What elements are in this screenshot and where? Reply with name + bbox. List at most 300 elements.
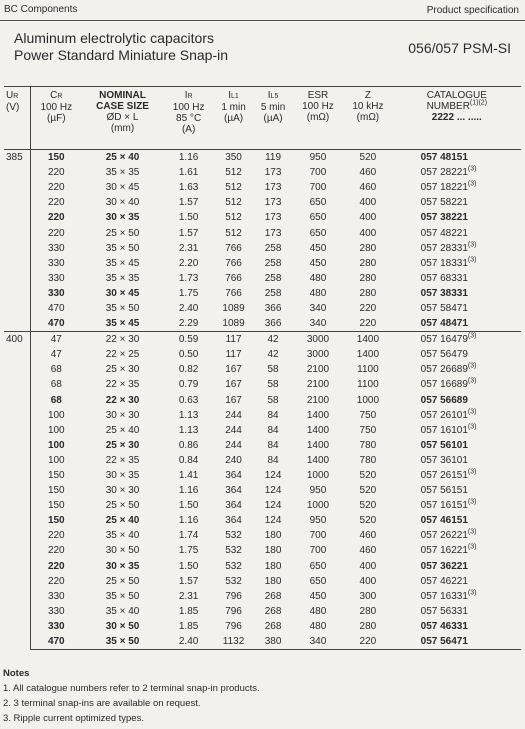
catalogue-number: 057 16479 xyxy=(420,334,468,346)
col-cr-header: CR 100 Hz (µF) xyxy=(31,87,82,150)
z-cell: 1000 xyxy=(356,394,380,406)
size-cell: 30 × 50 xyxy=(105,620,140,632)
ir-cell: 1.50 xyxy=(178,560,199,572)
catalogue-note-ref: (3) xyxy=(467,423,477,431)
size-cell: 35 × 40 xyxy=(105,605,140,617)
size-cell: 25 × 40 xyxy=(105,152,140,164)
cr-cell: 150 xyxy=(47,485,65,497)
size-cell: 35 × 45 xyxy=(105,318,140,330)
catalogue-number: 057 38331 xyxy=(420,287,468,299)
table-row xyxy=(4,423,521,438)
z-cell: 520 xyxy=(359,470,377,482)
size-cell: 22 × 30 xyxy=(82,332,164,348)
il5-cell: 180 xyxy=(264,545,282,557)
catalogue-note-ref: (3) xyxy=(467,241,477,249)
ir-cell: 1.13 xyxy=(178,424,199,436)
il5-cell: 84 xyxy=(267,424,279,436)
table-row xyxy=(4,256,521,271)
il1-cell: 167 xyxy=(225,379,242,391)
size-cell: 30 × 50 xyxy=(105,545,140,557)
il1-cell: 244 xyxy=(225,439,242,451)
catalogue-number: 057 58221 xyxy=(420,197,468,209)
ir-cell: 0.82 xyxy=(178,364,199,376)
cr-cell: 220 xyxy=(47,227,65,239)
table-row xyxy=(4,362,521,377)
header-divider xyxy=(0,20,525,21)
il5-cell: 173 xyxy=(264,197,282,209)
catalogue-cell xyxy=(393,347,521,362)
cr-cell: 150 xyxy=(47,500,65,512)
catalogue-cell xyxy=(393,589,521,604)
il5-cell: 366 xyxy=(264,318,282,330)
catalogue-cell xyxy=(393,195,521,210)
z-cell: 300 xyxy=(359,590,377,602)
product-code: 056/057 PSM-SI xyxy=(408,40,511,56)
z-cell: 400 xyxy=(359,197,377,209)
cr-cell: 470 xyxy=(47,318,65,330)
z-cell: 1100 xyxy=(357,364,379,376)
il1-cell: 532 xyxy=(225,575,242,587)
catalogue-cell xyxy=(393,256,521,271)
table-row xyxy=(4,589,521,604)
ir-cell: 1.57 xyxy=(178,227,199,239)
ir-cell: 1.13 xyxy=(178,409,199,421)
table-row xyxy=(4,453,521,468)
col-esr-header: ESR 100 Hz (mΩ) xyxy=(293,87,343,150)
table-row xyxy=(4,225,521,240)
il5-cell: 173 xyxy=(264,167,282,179)
ir-cell: 0.79 xyxy=(178,379,199,391)
table-row xyxy=(4,286,521,301)
size-cell: 25 × 40 xyxy=(105,515,140,527)
table-row xyxy=(4,408,521,423)
ir-cell: 1.16 xyxy=(178,515,199,527)
il1-cell: 532 xyxy=(225,530,242,542)
catalogue-number: 057 48221 xyxy=(420,227,468,239)
z-cell: 280 xyxy=(359,257,377,269)
cr-cell: 100 xyxy=(47,439,65,451)
size-cell: 35 × 40 xyxy=(105,530,140,542)
catalogue-note-ref: (3) xyxy=(467,468,477,476)
cr-cell: 47 xyxy=(31,332,82,348)
catalogue-number: 057 16221 xyxy=(420,545,468,557)
catalogue-cell xyxy=(393,619,521,634)
table-row xyxy=(4,393,521,408)
cr-cell: 220 xyxy=(47,182,65,194)
cr-cell: 150 xyxy=(47,152,65,164)
size-cell: 25 × 40 xyxy=(105,424,140,436)
ir-cell: 1.85 xyxy=(178,620,199,632)
table-row xyxy=(4,574,521,589)
catalogue-number: 057 56151 xyxy=(420,485,468,497)
catalogue-cell xyxy=(393,165,521,180)
size-cell: 25 × 50 xyxy=(105,575,140,587)
il1-cell: 240 xyxy=(225,454,242,466)
z-cell: 1400 xyxy=(356,349,380,361)
esr-cell: 950 xyxy=(309,152,327,164)
il5-cell: 124 xyxy=(264,515,282,527)
col-il5-header: IL5 5 min (µA) xyxy=(253,87,293,150)
catalogue-number: 057 18331 xyxy=(420,257,468,269)
size-cell: 30 × 45 xyxy=(105,287,140,299)
il1-cell: 766 xyxy=(225,242,242,254)
z-cell: 1100 xyxy=(357,379,379,391)
esr-cell: 1000 xyxy=(306,500,330,512)
catalogue-note-ref: (3) xyxy=(467,498,477,506)
cr-cell: 330 xyxy=(47,590,65,602)
catalogue-number: 057 58471 xyxy=(420,302,468,314)
catalogue-number: 057 28221 xyxy=(420,167,468,179)
cr-cell: 68 xyxy=(50,379,62,391)
ir-cell: 0.86 xyxy=(178,439,199,451)
catalogue-cell xyxy=(393,574,521,589)
catalogue-note-ref: (3) xyxy=(467,529,477,537)
ir-cell: 2.31 xyxy=(178,242,199,254)
il5-cell: 180 xyxy=(264,530,282,542)
table-header xyxy=(4,87,521,150)
catalogue-note-ref: (3) xyxy=(467,180,477,188)
esr-cell: 950 xyxy=(309,515,327,527)
catalogue-cell xyxy=(393,241,521,256)
size-cell: 25 × 50 xyxy=(105,227,140,239)
catalogue-note-ref: (3) xyxy=(467,544,477,552)
table-row xyxy=(4,210,521,225)
z-cell: 1400 xyxy=(343,332,393,348)
table-row xyxy=(4,241,521,256)
esr-cell: 650 xyxy=(309,197,327,209)
table-row xyxy=(4,559,521,574)
il1-cell: 766 xyxy=(225,287,242,299)
esr-cell: 1400 xyxy=(306,424,330,436)
catalogue-number: 057 16689 xyxy=(420,379,468,391)
voltage-cell: 400 xyxy=(4,332,31,650)
cr-cell: 220 xyxy=(47,530,65,542)
ir-cell: 1.75 xyxy=(178,545,199,557)
catalogue-cell xyxy=(393,513,521,528)
esr-cell: 2100 xyxy=(306,379,330,391)
esr-cell: 950 xyxy=(309,485,327,497)
ir-cell: 2.29 xyxy=(178,318,199,330)
esr-cell: 340 xyxy=(293,634,343,650)
size-cell: 35 × 45 xyxy=(105,257,140,269)
il5-cell: 268 xyxy=(264,605,282,617)
il5-cell: 173 xyxy=(264,212,282,224)
il1-cell: 167 xyxy=(225,394,242,406)
catalogue-note-ref: (3) xyxy=(467,165,477,173)
voltage-cell: 385 xyxy=(4,150,31,332)
il5-cell: 173 xyxy=(264,182,282,194)
table-body xyxy=(4,150,521,650)
il1-cell: 512 xyxy=(225,182,242,194)
il1-cell: 350 xyxy=(225,152,242,164)
esr-cell: 450 xyxy=(309,257,327,269)
catalogue-number: 057 48471 xyxy=(420,318,468,330)
esr-cell: 1400 xyxy=(306,409,330,421)
note-item: 2. 3 terminal snap-ins are available on request. xyxy=(3,698,201,709)
ir-cell: 2.20 xyxy=(178,257,199,269)
cr-cell: 470 xyxy=(31,634,82,650)
col-ur-header: UR (V) xyxy=(4,87,31,150)
il5-cell: 58 xyxy=(267,364,279,376)
il5-cell: 42 xyxy=(253,332,293,348)
catalogue-number: 057 48151 xyxy=(420,152,468,164)
catalogue-cell xyxy=(393,498,521,513)
cr-cell: 100 xyxy=(47,424,65,436)
z-cell: 280 xyxy=(359,605,377,617)
il5-cell: 180 xyxy=(264,575,282,587)
size-cell: 35 × 35 xyxy=(105,167,140,179)
catalogue-number: 057 26151 xyxy=(420,470,468,482)
il5-cell: 258 xyxy=(264,257,282,269)
il5-cell: 258 xyxy=(264,242,282,254)
esr-cell: 480 xyxy=(309,605,327,617)
size-cell: 35 × 50 xyxy=(105,590,140,602)
catalogue-number: 057 26101 xyxy=(420,409,468,421)
cr-cell: 220 xyxy=(47,167,65,179)
catalogue-cell xyxy=(393,559,521,574)
il1-cell: 364 xyxy=(225,485,242,497)
size-cell: 30 × 35 xyxy=(105,470,140,482)
esr-cell: 700 xyxy=(309,182,327,194)
catalogue-number: 057 16151 xyxy=(420,500,468,512)
il1-cell: 796 xyxy=(225,605,242,617)
cr-cell: 47 xyxy=(50,349,62,361)
size-cell: 35 × 35 xyxy=(105,272,140,284)
z-cell: 520 xyxy=(359,152,377,164)
ir-cell: 1.57 xyxy=(178,575,199,587)
il1-cell: 244 xyxy=(225,409,242,421)
il5-cell: 84 xyxy=(267,439,279,451)
ir-cell: 1.74 xyxy=(178,530,199,542)
catalogue-note-ref: (3) xyxy=(467,332,477,340)
esr-cell: 480 xyxy=(309,620,327,632)
il5-cell: 173 xyxy=(264,227,282,239)
ir-cell: 1.16 xyxy=(178,485,199,497)
il1-cell: 364 xyxy=(225,500,242,512)
cr-cell: 330 xyxy=(47,272,65,284)
ir-cell: 1.63 xyxy=(178,182,199,194)
il5-cell: 258 xyxy=(264,272,282,284)
ir-cell: 1.75 xyxy=(178,287,199,299)
z-cell: 400 xyxy=(359,575,377,587)
il1-cell: 532 xyxy=(225,560,242,572)
catalogue-note-ref: (3) xyxy=(467,363,477,371)
esr-cell: 2100 xyxy=(306,364,330,376)
table-row xyxy=(4,271,521,286)
catalogue-number: 057 56101 xyxy=(420,439,468,451)
il1-cell: 117 xyxy=(225,349,242,361)
ir-cell: 0.59 xyxy=(163,332,213,348)
table-row xyxy=(4,483,521,498)
size-cell: 30 × 45 xyxy=(105,182,140,194)
il5-cell: 258 xyxy=(264,287,282,299)
esr-cell: 1000 xyxy=(306,470,330,482)
il1-cell: 364 xyxy=(225,515,242,527)
il1-cell: 796 xyxy=(225,620,242,632)
il5-cell: 366 xyxy=(264,302,282,314)
ir-cell: 1.41 xyxy=(178,470,199,482)
esr-cell: 1400 xyxy=(306,439,330,451)
il5-cell: 58 xyxy=(267,394,279,406)
esr-cell: 3000 xyxy=(293,332,343,348)
catalogue-cell xyxy=(393,286,521,301)
size-cell: 30 × 35 xyxy=(105,212,140,224)
il1-cell: 167 xyxy=(225,364,242,376)
il1-cell: 1089 xyxy=(222,318,245,330)
catalogue-number: 057 16331 xyxy=(420,590,468,602)
il5-cell: 84 xyxy=(267,454,279,466)
esr-cell: 340 xyxy=(309,318,327,330)
size-cell: 35 × 50 xyxy=(105,302,140,314)
il5-cell: 84 xyxy=(267,409,279,421)
catalogue-cell xyxy=(393,468,521,483)
size-cell: 22 × 25 xyxy=(105,349,140,361)
catalogue-note-ref: (3) xyxy=(467,408,477,416)
catalogue-cell xyxy=(393,180,521,195)
col-il1-header: IL1 1 min (µA) xyxy=(214,87,254,150)
il1-cell: 512 xyxy=(225,227,242,239)
catalogue-number: 057 38221 xyxy=(420,212,468,224)
table-row xyxy=(4,347,521,362)
catalogue-number: 057 46151 xyxy=(420,515,468,527)
cr-cell: 100 xyxy=(47,454,65,466)
cr-cell: 220 xyxy=(47,575,65,587)
z-cell: 400 xyxy=(359,212,377,224)
table-row xyxy=(4,150,521,166)
size-cell: 25 × 50 xyxy=(105,500,140,512)
esr-cell: 450 xyxy=(309,590,327,602)
cr-cell: 330 xyxy=(47,287,65,299)
z-cell: 460 xyxy=(359,545,377,557)
catalogue-cell xyxy=(393,634,521,650)
catalogue-number: 057 36221 xyxy=(420,560,468,572)
cr-cell: 220 xyxy=(47,197,65,209)
z-cell: 400 xyxy=(359,560,377,572)
catalogue-cell xyxy=(393,483,521,498)
z-cell: 460 xyxy=(359,530,377,542)
size-cell: 25 × 30 xyxy=(105,439,140,451)
table-row xyxy=(4,180,521,195)
esr-cell: 700 xyxy=(309,545,327,557)
z-cell: 520 xyxy=(359,500,377,512)
size-cell: 30 × 30 xyxy=(105,409,140,421)
catalogue-number: 057 56331 xyxy=(420,605,468,617)
size-cell: 22 × 35 xyxy=(105,454,140,466)
catalogue-number: 057 56689 xyxy=(420,394,468,406)
catalogue-cell xyxy=(393,210,521,225)
catalogue-cell xyxy=(393,543,521,558)
il5-cell: 180 xyxy=(264,560,282,572)
catalogue-number: 057 68331 xyxy=(420,272,468,284)
catalogue-cell xyxy=(393,528,521,543)
il1-cell: 766 xyxy=(225,257,242,269)
cr-cell: 220 xyxy=(47,560,65,572)
cr-cell: 150 xyxy=(47,515,65,527)
catalogue-cell xyxy=(393,225,521,240)
catalogue-number: 057 56471 xyxy=(420,636,468,648)
z-cell: 220 xyxy=(343,634,393,650)
table-row xyxy=(4,634,521,650)
catalogue-note-ref: (3) xyxy=(467,256,477,264)
il1-cell: 512 xyxy=(225,197,242,209)
catalogue-number: 057 18221 xyxy=(420,182,468,194)
cr-cell: 150 xyxy=(47,470,65,482)
z-cell: 520 xyxy=(359,485,377,497)
catalogue-number: 057 26689 xyxy=(420,364,468,376)
z-cell: 460 xyxy=(359,167,377,179)
ir-cell: 1.50 xyxy=(178,500,199,512)
catalogue-cell xyxy=(393,332,521,348)
catalogue-number: 057 36101 xyxy=(420,454,468,466)
title-line-2: Power Standard Miniature Snap-in xyxy=(14,47,229,63)
spec-table xyxy=(4,86,521,650)
table-row xyxy=(4,528,521,543)
ir-cell: 1.16 xyxy=(178,152,199,164)
table-row xyxy=(4,619,521,634)
ir-cell: 1.73 xyxy=(178,272,199,284)
esr-cell: 650 xyxy=(309,575,327,587)
size-cell: 30 × 40 xyxy=(105,197,140,209)
esr-cell: 700 xyxy=(309,530,327,542)
table-row xyxy=(4,316,521,332)
z-cell: 220 xyxy=(359,318,377,330)
cr-cell: 220 xyxy=(47,545,65,557)
cr-cell: 68 xyxy=(50,394,62,406)
esr-cell: 480 xyxy=(309,272,327,284)
catalogue-number: 057 46331 xyxy=(420,620,468,632)
il1-cell: 512 xyxy=(225,212,242,224)
table-row xyxy=(4,332,521,348)
size-cell: 30 × 30 xyxy=(105,485,140,497)
col-cat-header: CATALOGUE $NUMBER^{(1)(2)}$ 2222 ... ..... xyxy=(393,87,521,150)
table-row xyxy=(4,195,521,210)
cr-cell: 220 xyxy=(47,212,65,224)
esr-cell: 480 xyxy=(309,287,327,299)
il1-cell: 532 xyxy=(225,545,242,557)
il1-cell: 766 xyxy=(225,272,242,284)
table-row xyxy=(4,468,521,483)
il1-cell: 512 xyxy=(225,167,242,179)
esr-cell: 650 xyxy=(309,212,327,224)
z-cell: 780 xyxy=(359,439,377,451)
z-cell: 750 xyxy=(359,409,377,421)
catalogue-cell xyxy=(393,271,521,286)
size-cell: 35 × 50 xyxy=(105,242,140,254)
z-cell: 400 xyxy=(359,227,377,239)
col-z-header: Z 10 kHz (mΩ) xyxy=(343,87,393,150)
catalogue-note-ref: (3) xyxy=(467,589,477,597)
catalogue-cell xyxy=(393,316,521,332)
il5-cell: 119 xyxy=(265,152,282,164)
ir-cell: 1.50 xyxy=(178,212,199,224)
catalogue-cell xyxy=(393,604,521,619)
ir-cell: 0.63 xyxy=(178,394,199,406)
catalogue-number: 057 46221 xyxy=(420,575,468,587)
catalogue-cell xyxy=(393,301,521,316)
cr-cell: 100 xyxy=(47,409,65,421)
notes-section xyxy=(3,666,260,726)
z-cell: 520 xyxy=(359,515,377,527)
table-row xyxy=(4,377,521,392)
il5-cell: 124 xyxy=(264,485,282,497)
esr-cell: 450 xyxy=(309,242,327,254)
ir-cell: 2.40 xyxy=(163,634,213,650)
notes-heading: Notes xyxy=(3,668,30,679)
catalogue-cell xyxy=(393,423,521,438)
table-row xyxy=(4,165,521,180)
spec-table-wrapper xyxy=(4,86,521,650)
ir-cell: 0.84 xyxy=(178,454,199,466)
